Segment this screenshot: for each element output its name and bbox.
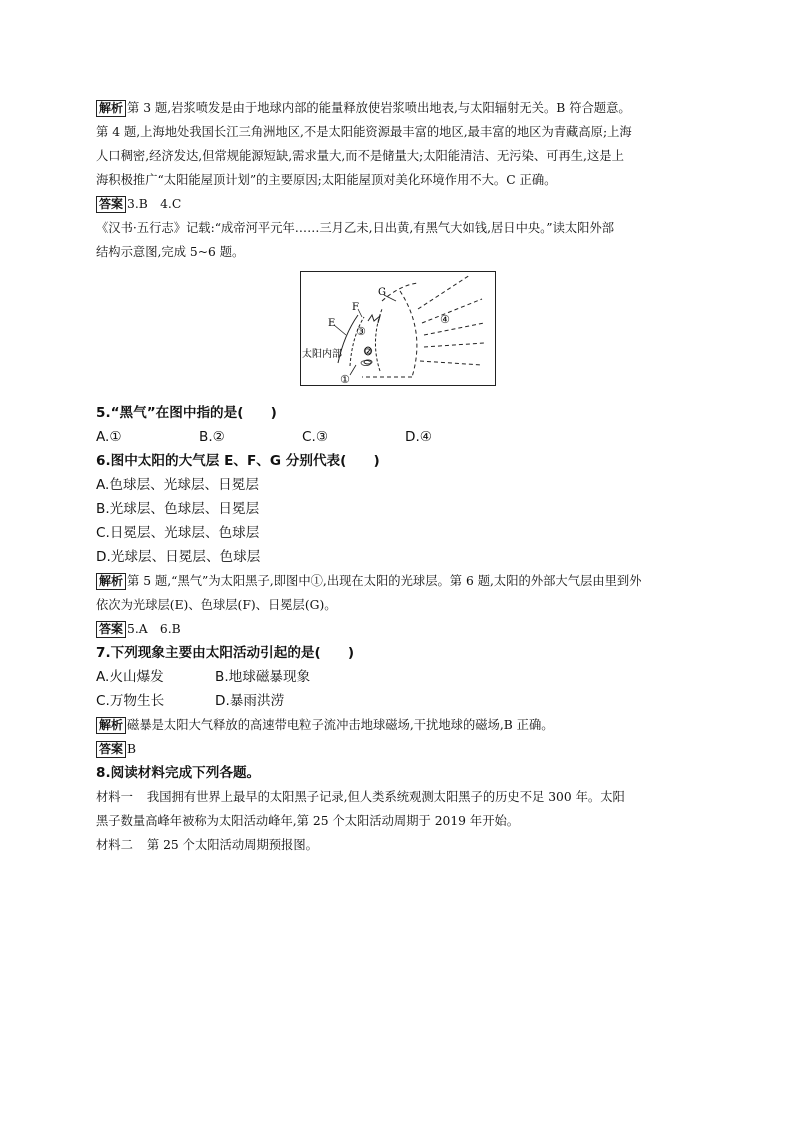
analysis-tag: 解析	[96, 100, 126, 117]
option-a: A.火山爆发	[96, 669, 164, 685]
answer-tag: 答案	[96, 196, 126, 213]
answer-tag: 答案	[96, 741, 126, 758]
material-1-line: 我国拥有世界上最早的太阳黑子记录,但人类系统观测太阳黑子的历史不足 300 年。太阳	[146, 790, 625, 804]
answer-text: B	[127, 742, 137, 756]
option-b: B.地球磁暴现象	[215, 669, 311, 685]
option-c: C.日冕层、光球层、色球层	[96, 525, 260, 541]
answer-line-3	[96, 737, 702, 761]
option-a: A.①	[96, 429, 122, 445]
option-b: B.光球层、色球层、日冕层	[96, 501, 260, 517]
label-1: ①	[340, 373, 350, 386]
material-2-label: 材料二	[96, 838, 133, 852]
label-g: G	[378, 287, 386, 298]
analysis-line: 海积极推广“太阳能屋顶计划”的主要原因;太阳能屋顶对美化环境作用不大。C 正确。	[96, 173, 557, 187]
question-7-options-row-1	[96, 665, 702, 689]
analysis-tag: 解析	[96, 573, 126, 590]
answer-text: 3.B 4.C	[127, 197, 182, 211]
analysis-line: 第 5 题,“黑气”为太阳黑子,即图中①,出现在太阳的光球层。第 6 题,太阳的外部大气层由里到外	[127, 574, 642, 588]
material-2	[96, 833, 702, 857]
label-4: ④	[440, 313, 450, 326]
analysis-line: 依次为光球层(E)、色球层(F)、日冕层(G)。	[96, 598, 337, 612]
option-a: A.色球层、光球层、日冕层	[96, 477, 259, 493]
answer-line-1	[96, 192, 702, 216]
option-d: D.④	[405, 429, 432, 445]
material-2-text: 第 25 个太阳活动周期预报图。	[146, 838, 318, 852]
label-3: ③	[356, 325, 366, 338]
analysis-paragraph-2	[96, 569, 702, 617]
material-1	[96, 785, 702, 833]
question-intro	[96, 216, 702, 264]
question-7-stem: 7.下列现象主要由太阳活动引起的是( )	[96, 645, 355, 661]
sun-structure-diagram	[300, 271, 496, 386]
answer-line-2	[96, 617, 702, 641]
document-page	[96, 96, 702, 857]
label-e: E	[328, 318, 336, 329]
material-1-label: 材料一	[96, 790, 133, 804]
question-7-options-row-2	[96, 689, 702, 713]
question-6-stem: 6.图中太阳的大气层 E、F、G 分别代表( )	[96, 453, 380, 469]
analysis-tag: 解析	[96, 717, 126, 734]
label-2: ②	[363, 345, 373, 358]
option-c: C.③	[302, 429, 328, 445]
option-b: B.②	[199, 429, 225, 445]
analysis-line: 人口稠密,经济发达,但常规能源短缺,需求量大,而不是储量大;太阳能清洁、无污染、可再生,这是上	[96, 149, 624, 163]
question-8-stem: 8.阅读材料完成下列各题。	[96, 765, 261, 781]
answer-tag: 答案	[96, 621, 126, 638]
option-d: D.暴雨洪涝	[215, 693, 285, 709]
analysis-line: 第 3 题,岩浆喷发是由于地球内部的能量释放使岩浆喷出地表,与太阳辐射无关。B 符合题意。	[127, 101, 631, 115]
analysis-line: 磁暴是太阳大气释放的高速带电粒子流冲击地球磁场,干扰地球的磁场,B 正确。	[127, 718, 554, 732]
intro-line: 结构示意图,完成 5~6 题。	[96, 245, 245, 259]
label-sun-interior: 太阳内部	[302, 349, 342, 360]
option-d: D.光球层、日冕层、色球层	[96, 549, 261, 565]
option-c: C.万物生长	[96, 693, 165, 709]
question-5-stem: 5.“黑气”在图中指的是( )	[96, 405, 277, 421]
sun-structure-figure	[96, 271, 702, 396]
material-1-line: 黑子数量高峰年被称为太阳活动峰年,第 25 个太阳活动周期于 2019 年开始。	[96, 814, 520, 828]
analysis-paragraph-1	[96, 96, 702, 192]
intro-line: 《汉书·五行志》记载:“成帝河平元年……三月乙未,日出黄,有黑气大如钱,居日中央。”读太阳外部	[96, 221, 615, 235]
label-f: F	[352, 302, 359, 313]
analysis-line: 第 4 题,上海地处我国长江三角洲地区,不是太阳能资源最丰富的地区,最丰富的地区为青藏高原;上海	[96, 125, 632, 139]
question-5-options	[96, 425, 702, 449]
answer-text: 5.A 6.B	[127, 622, 181, 636]
analysis-paragraph-3	[96, 713, 702, 737]
